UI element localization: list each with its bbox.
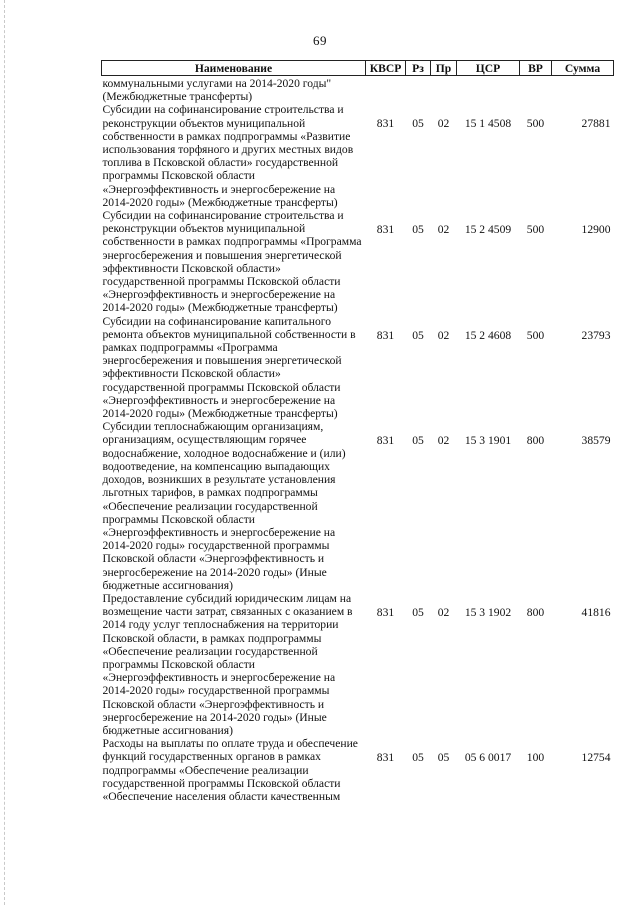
- row-pr: 02: [437, 605, 450, 619]
- header-pr: Пр: [431, 61, 457, 76]
- row-sum: 23793: [581, 328, 611, 342]
- row-vr: 800: [526, 605, 545, 619]
- row-kvsr: 831: [376, 223, 395, 237]
- row-rz: 05: [412, 328, 424, 342]
- row-rz: 05: [412, 117, 424, 131]
- row-sum: 27881: [581, 117, 611, 131]
- row-name: Расходы на выплаты по оплате труда и обеспечение функций государственных органов в рамках подпрограммы «Обеспечение реализации государственной программы Псковской области «Обеспечение населения области качественным: [102, 737, 358, 803]
- header-csr: ЦСР: [457, 61, 520, 76]
- row-name: Предоставление субсидий юридическим лицам на возмещение части затрат, связанных с оказанием в 2014 году услуг теплоснабжения на территории Псковской области, в рамках подпрограммы «Обеспечение реализации государственной программы Псковской области «Энергоэффективность и энергосбережение на 2014-2020 годы» государственной программы Псковской области «Энергоэффективность и энергосбережение на 2014-2020 годы» (Иные бюджетные ассигнования): [102, 591, 353, 737]
- row-kvsr: 831: [376, 605, 395, 619]
- row-pr: 05: [437, 751, 450, 765]
- header-vr: ВР: [520, 61, 552, 76]
- row-kvsr: 831: [376, 751, 395, 765]
- row-csr: 05 6 0017: [464, 751, 512, 765]
- row-pr: 02: [437, 117, 450, 131]
- row-csr: 15 2 4608: [464, 328, 512, 342]
- table-row: [102, 420, 614, 592]
- row-kvsr: 831: [376, 117, 395, 131]
- row-vr: 500: [526, 117, 545, 131]
- table-row: [102, 737, 614, 803]
- row-csr: 15 1 4508: [464, 117, 512, 131]
- row-name: Субсидии на софинансирование строительства и реконструкции объектов муниципальной собственности в рамках подпрограммы «Программа энергосбережения и повышения энергетической эффективности Псковской области» государственной программы Псковской области «Энергоэффективность и энергосбережение на 2014-2020 годы» (Межбюджетные трансферты): [102, 209, 362, 315]
- row-name: Субсидии теплоснабжающим организациям, организациям, осуществляющим горячее водоснабжение, холодное водоснабжение и (или) водоотведение, на компенсацию выпадающих доходов, возникших в результате установления льготных тарифов, в рамках подпрограммы «Обеспечение реализации государственной программы Псковской области «Энергоэффективность и энергосбережение на 2014-2020 годы» государственной программы Псковской области «Энергоэффективность и энергосбережение на 2014-2020 годы» (Иные бюджетные ассигнования): [102, 420, 346, 592]
- row-kvsr: 831: [376, 434, 395, 448]
- row-csr: 15 3 1901: [464, 434, 512, 448]
- row-csr: 15 3 1902: [464, 605, 512, 619]
- budget-table: [101, 60, 614, 803]
- table-row: [102, 103, 614, 209]
- row-name: Субсидии на софинансирование капитального ремонта объектов муниципальной собственности в рамках подпрограммы «Программа энергосбережения и повышения энергетической эффективности Псковской области» государственной программы Псковской области «Энергоэффективность и энергосбережение на 2014-2020 годы» (Межбюджетные трансферты): [102, 314, 356, 421]
- row-sum: 41816: [581, 605, 611, 619]
- header-sum: Сумма: [552, 61, 614, 76]
- row-pr: 02: [437, 328, 450, 342]
- table-row: [102, 592, 614, 737]
- scan-edge: [4, 0, 5, 905]
- row-kvsr: 831: [376, 328, 395, 342]
- row-pr: 02: [437, 434, 450, 448]
- row-pr: 02: [437, 223, 450, 237]
- table-row: [102, 209, 614, 315]
- row-vr: 500: [526, 223, 545, 237]
- header-name: Наименование: [102, 61, 366, 76]
- row-vr: 500: [526, 328, 545, 342]
- table-row: [102, 315, 614, 421]
- header-rz: Рз: [406, 61, 431, 76]
- row-sum: 12900: [581, 223, 611, 237]
- row-rz: 05: [412, 605, 424, 619]
- row-sum: 38579: [581, 434, 611, 448]
- table-header-row: [102, 61, 614, 76]
- row-rz: 05: [412, 434, 424, 448]
- row-name: Субсидии на софинансирование строительства и реконструкции объектов муниципальной собственности в рамках подпрограммы «Развитие использования торфяного и других местных видов топлива в Псковской области» государственной программы Псковской области «Энергоэффективность и энергосбережение на 2014-2020 годы» (Межбюджетные трансферты): [102, 103, 354, 209]
- table-row-continuation: [102, 76, 614, 104]
- header-kvsr: КВСР: [366, 61, 406, 76]
- page-number: 69: [313, 33, 327, 48]
- row-vr: 800: [526, 434, 545, 448]
- row-rz: 05: [412, 223, 424, 237]
- row-name: коммунальными услугами на 2014-2020 годы" (Межбюджетные трансферты): [102, 77, 332, 104]
- row-sum: 12754: [581, 751, 611, 765]
- row-rz: 05: [412, 751, 424, 765]
- row-vr: 100: [526, 751, 545, 765]
- row-csr: 15 2 4509: [464, 223, 512, 237]
